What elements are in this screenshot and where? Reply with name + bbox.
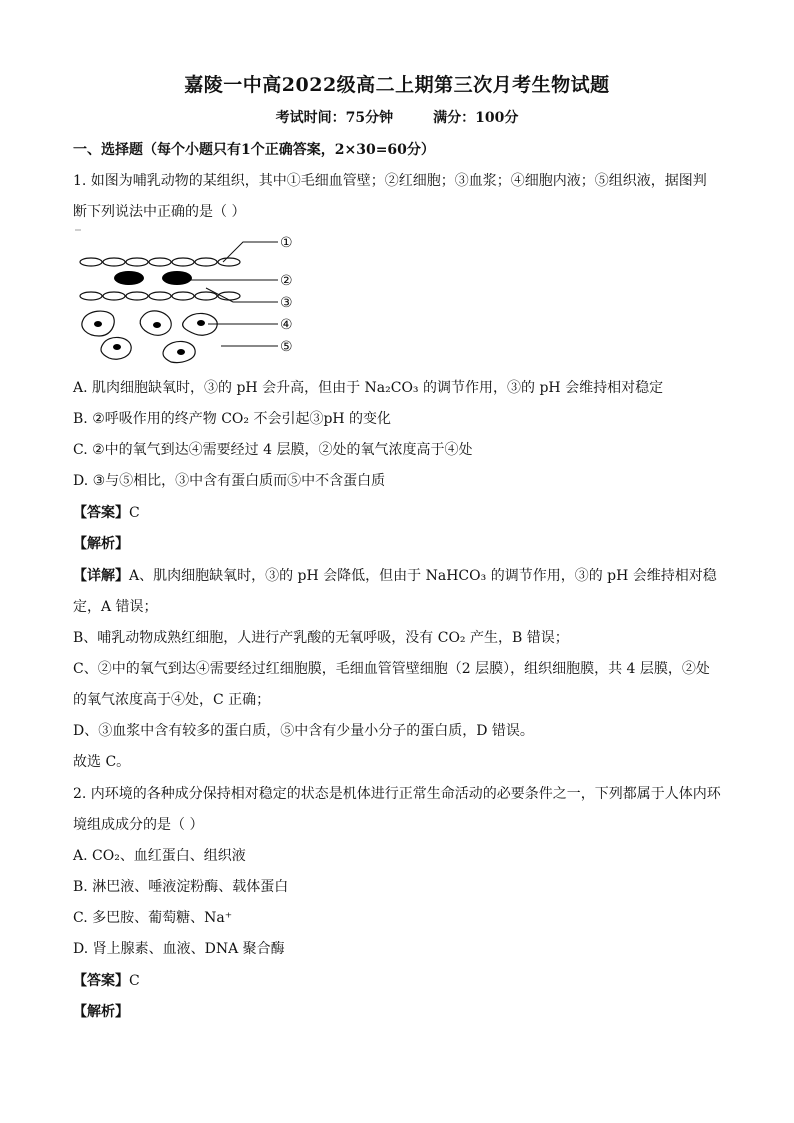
label-1: ① [280, 235, 293, 251]
q1-option-b: B. ②呼吸作用的终产物 CO₂ 不会引起③pH 的变化 [73, 411, 392, 427]
tissue-cells [82, 311, 217, 363]
red-blood-cells [114, 271, 192, 285]
label-3: ③ [280, 295, 293, 311]
label-5: ⑤ [280, 339, 293, 355]
exam-time: 考试时间：75分钟 [275, 110, 394, 126]
exam-subtitle [0, 107, 794, 127]
answer-value: C [129, 973, 140, 989]
q2-analysis-tag: 【解析】 [73, 1004, 129, 1020]
q1-detail-line2: 定，A 错误； [73, 599, 158, 615]
capillary-wall-top [80, 258, 240, 266]
q1-analysis-tag: 【解析】 [73, 536, 129, 552]
q1-conclusion: 故选 C。 [73, 754, 131, 770]
q1-detail-line6: D、③血浆中含有较多的蛋白质，⑤中含有少量小分子的蛋白质，D 错误。 [73, 723, 534, 739]
label-2: ② [280, 273, 293, 289]
q2-stem-line2: 境组成成分的是（ ） [73, 817, 204, 833]
answer-tag: 【答案】 [73, 505, 129, 521]
q2-option-d: D. 肾上腺素、血液、DNA 聚合酶 [73, 941, 285, 957]
q1-option-c: C. ②中的氧气到达④需要经过 4 层膜，②处的氧气浓度高于④处 [73, 442, 473, 458]
q2-option-b: B. 淋巴液、唾液淀粉酶、载体蛋白 [73, 879, 289, 895]
answer-tag: 【答案】 [73, 973, 129, 989]
q2-stem-line1: 2. 内环境的各种成分保持相对稳定的状态是机体进行正常生命活动的必要条件之一，下列都属于人体内环 [73, 786, 721, 802]
q1-detail-line3: B、哺乳动物成熟红细胞，人进行产乳酸的无氧呼吸，没有 CO₂ 产生，B 错误； [73, 630, 569, 646]
q2-option-c: C. 多巴胺、葡萄糖、Na⁺ [73, 910, 233, 926]
answer-value: C [129, 505, 140, 521]
section-heading: 一、选择题（每个小题只有1个正确答案，2×30=60分） [73, 142, 435, 158]
diagram-labels [280, 235, 293, 355]
tissue-diagram [73, 228, 313, 368]
q1-answer [73, 503, 733, 523]
q2-option-a: A. CO₂、血红蛋白、组织液 [73, 848, 246, 864]
q1-option-d: D. ③与⑤相比，③中含有蛋白质而⑤中不含蛋白质 [73, 473, 386, 489]
q1-stem-line2: 断下列说法中正确的是（ ） [73, 204, 246, 220]
full-score: 满分：100分 [433, 110, 519, 126]
label-4: ④ [280, 317, 293, 333]
q2-answer [73, 971, 733, 991]
detail-tag: 【详解】 [73, 568, 129, 584]
exam-title: 嘉陵一中高2022级高二上期第三次月考生物试题 [184, 74, 610, 96]
q1-stem-line1: 1. 如图为哺乳动物的某组织，其中①毛细血管壁；②红细胞；③血浆；④细胞内液；⑤组织液，据图判 [73, 173, 707, 189]
q1-option-a: A. 肌肉细胞缺氧时，③的 pH 会升高，但由于 Na₂CO₃ 的调节作用，③的 pH 会维持相对稳定 [73, 380, 664, 396]
q1-detail-line4: C、②中的氧气到达④需要经过红细胞膜，毛细血管管壁细胞（2 层膜），组织细胞膜，共 4 层膜，②处 [73, 661, 710, 677]
q1-detail-line1: 【详解】A、肌肉细胞缺氧时，③的 pH 会降低，但由于 NaHCO₃ 的调节作用，③的 pH 会维持相对稳 [73, 568, 717, 584]
q1-detail-line5: 的氧气浓度高于④处，C 正确； [73, 692, 271, 708]
